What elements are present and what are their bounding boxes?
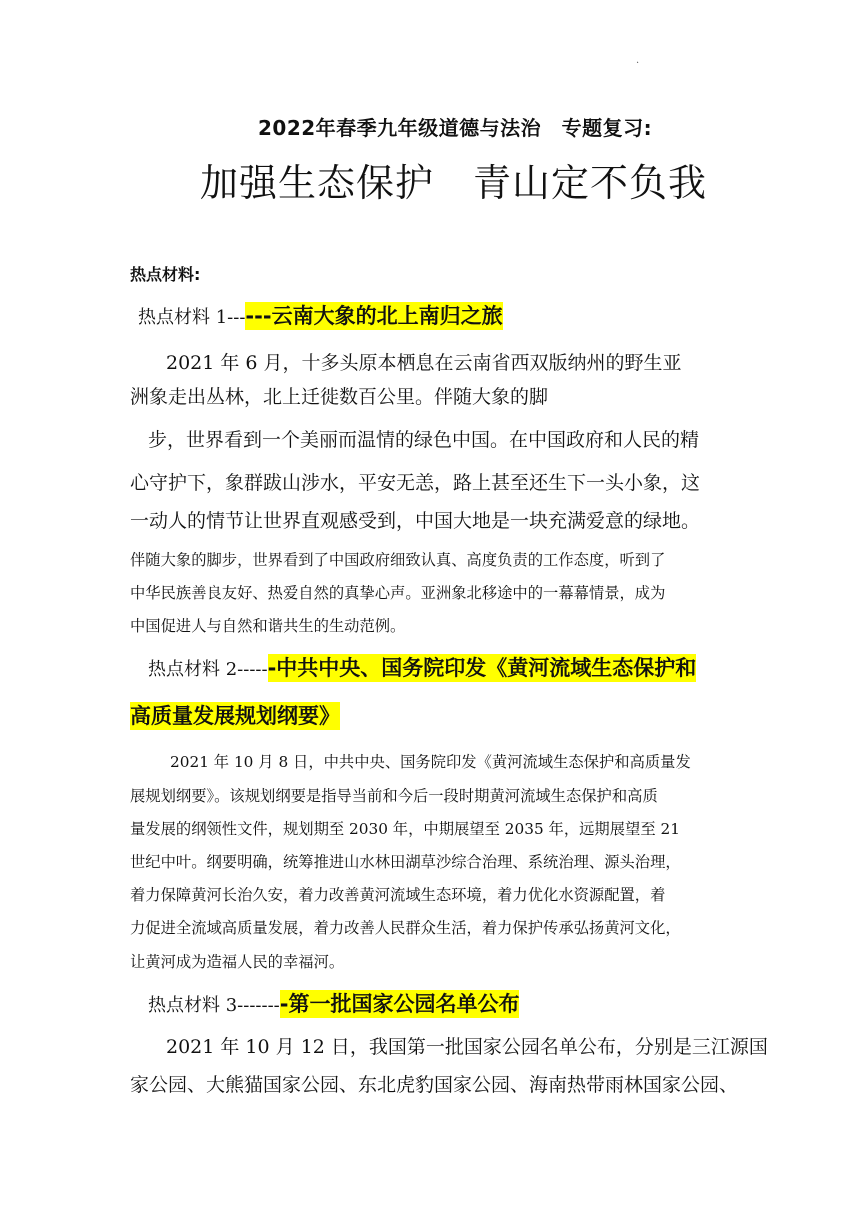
document-title: 加强生态保护 青山定不负我 xyxy=(200,161,708,205)
material-2-line: 展规划纲要》。该规划纲要是指导当前和今后一段时期黄河流域生态保护和高质 xyxy=(130,787,658,805)
material-1-prefix: 热点材料 1--- xyxy=(138,307,246,328)
material-3-line: 2021 年 10 月 12 日，我国第一批国家公园名单公布，分别是三江源国 xyxy=(166,1036,768,1058)
material-2-title: -中共中央、国务院印发《黄河流域生态保护和 xyxy=(267,656,697,680)
material-3-prefix: 热点材料 3------- xyxy=(148,995,280,1016)
material-2-line: 量发展的纲领性文件，规划期至 2030 年，中期展望至 2035 年，远期展望至 21 xyxy=(130,820,680,838)
material-2-line: 力促进全流域高质量发展，着力改善人民群众生活，着力保护传承弘扬黄河文化， xyxy=(130,919,681,937)
material-2-title-cont: 高质量发展规划纲要》 xyxy=(130,704,340,728)
document-subtitle: 2022年春季九年级道德与法治 专题复习: xyxy=(258,116,653,140)
corner-mark: · xyxy=(636,58,640,69)
material-1-line: 心守护下，象群跋山涉水，平安无恙，路上甚至还生下一头小象，这 xyxy=(130,472,701,494)
material-1-title: ---云南大象的北上南归之旅 xyxy=(245,304,503,328)
material-2-line: 让黄河成为造福人民的幸福河。 xyxy=(130,953,345,971)
material-1-line: 2021 年 6 月，十多头原本栖息在云南省西双版纳州的野生亚 xyxy=(166,352,682,374)
material-1-line: 洲象走出丛林，北上迁徙数百公里。伴随大象的脚 xyxy=(130,386,549,408)
material-3-heading xyxy=(148,988,519,1018)
material-2-line: 着力保障黄河长治久安，着力改善黄河流域生态环境，着力优化水资源配置，着 xyxy=(130,886,666,904)
material-2-prefix: 热点材料 2----- xyxy=(148,659,268,680)
material-1-heading xyxy=(138,300,503,330)
material-1-line: 伴随大象的脚步，世界看到了中国政府细致认真、高度负责的工作态度，听到了 xyxy=(130,551,666,569)
material-1-line: 中国促进人与自然和谐共生的生动范例。 xyxy=(130,617,406,635)
material-1-line: 步，世界看到一个美丽而温情的绿色中国。在中国政府和人民的精 xyxy=(148,429,700,451)
material-2-heading xyxy=(148,652,696,682)
material-2-heading-cont xyxy=(130,700,340,730)
material-3-line: 家公园、大熊猫国家公园、东北虎豹国家公园、海南热带雨林国家公园、 xyxy=(130,1074,739,1096)
material-3-title: -第一批国家公园名单公布 xyxy=(279,992,520,1016)
material-2-line: 世纪中叶。纲要明确，统筹推进山水林田湖草沙综合治理、系统治理、源头治理， xyxy=(130,853,681,871)
material-1-line: 一动人的情节让世界直观感受到，中国大地是一块充满爱意的绿地。 xyxy=(130,510,701,532)
section-label: 热点材料: xyxy=(130,265,201,284)
material-2-line: 2021 年 10 月 8 日，中共中央、国务院印发《黄河流域生态保护和高质量发 xyxy=(170,753,691,771)
material-1-line: 中华民族善良友好、热爱自然的真挚心声。亚洲象北移途中的一幕幕情景，成为 xyxy=(130,584,666,602)
